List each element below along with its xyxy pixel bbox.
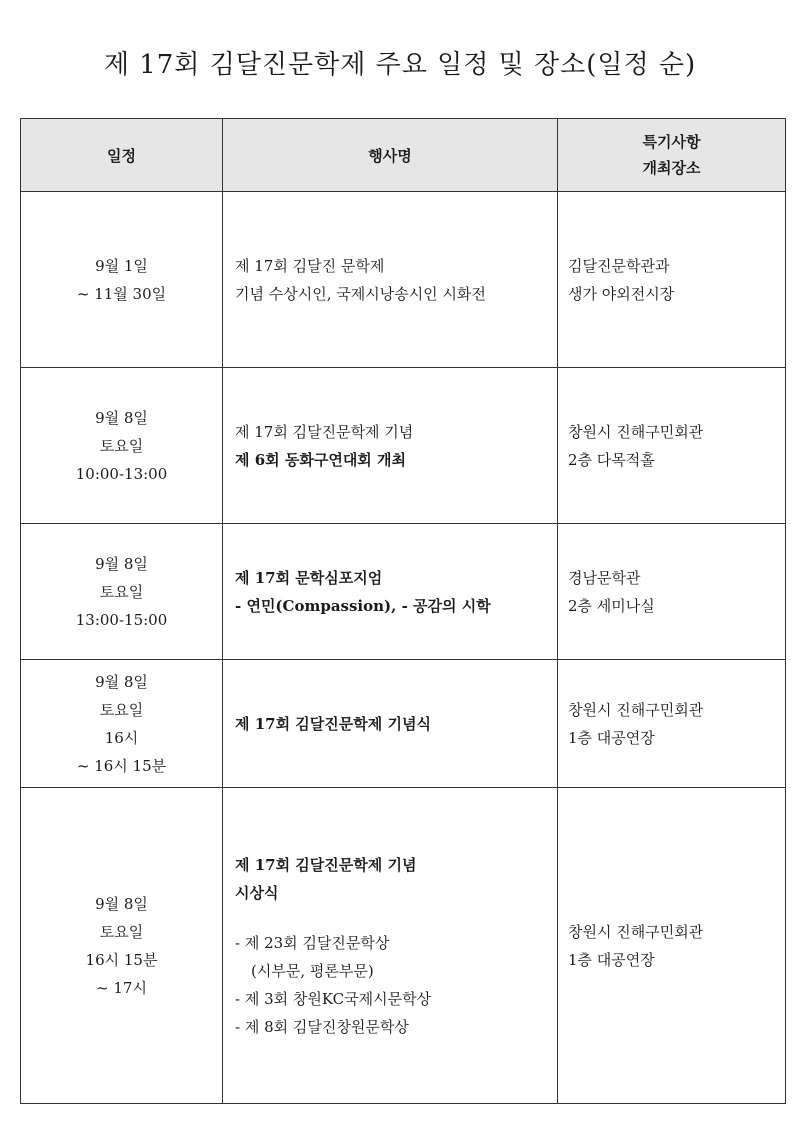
schedule-table bbox=[20, 118, 786, 1104]
table-header-row bbox=[21, 119, 786, 192]
event-cell: 제 17회 김달진문학제 기념 시상식 - 제 23회 김달진문학상 (시부문, 평론부문) - 제 3회 창원KC국제시문학상 - 제 8회 김달진창원문학상 bbox=[223, 788, 558, 1104]
place-cell: 창원시 진해구민회관 1층 대공연장 bbox=[558, 788, 786, 1104]
place-cell: 창원시 진해구민회관 1층 대공연장 bbox=[558, 660, 786, 788]
date-cell: 9월 8일 토요일 10:00-13:00 bbox=[21, 368, 223, 524]
event-cell: 제 17회 문학심포지엄 - 연민(Compassion), - 공감의 시학 bbox=[223, 524, 558, 660]
header-note-place bbox=[558, 119, 786, 192]
event-cell: 제 17회 김달진 문학제 기념 수상시인, 국제시낭송시인 시화전 bbox=[223, 192, 558, 368]
date-cell: 9월 1일 ~ 11월 30일 bbox=[21, 192, 223, 368]
header-place: 개최장소 bbox=[642, 159, 701, 177]
date-cell: 9월 8일 토요일 16시 ~ 16시 15분 bbox=[21, 660, 223, 788]
date-cell: 9월 8일 토요일 16시 15분 ~ 17시 bbox=[21, 788, 223, 1104]
table-row bbox=[21, 788, 786, 1104]
event-cell: 제 17회 김달진문학제 기념 제 6회 동화구연대회 개최 bbox=[223, 368, 558, 524]
header-note: 특기사항 bbox=[642, 133, 701, 151]
header-event: 행사명 bbox=[223, 119, 558, 192]
place-cell: 창원시 진해구민회관 2층 다목적홀 bbox=[558, 368, 786, 524]
table-row bbox=[21, 192, 786, 368]
table-row bbox=[21, 660, 786, 788]
page-title: 제 17회 김달진문학제 주요 일정 및 장소(일정 순) bbox=[103, 50, 697, 80]
place-cell: 김달진문학관과 생가 야외전시장 bbox=[558, 192, 786, 368]
place-cell: 경남문학관 2층 세미나실 bbox=[558, 524, 786, 660]
table-row bbox=[21, 368, 786, 524]
table-row bbox=[21, 524, 786, 660]
header-date: 일정 bbox=[21, 119, 223, 192]
event-cell: 제 17회 김달진문학제 기념식 bbox=[223, 660, 558, 788]
date-cell: 9월 8일 토요일 13:00-15:00 bbox=[21, 524, 223, 660]
